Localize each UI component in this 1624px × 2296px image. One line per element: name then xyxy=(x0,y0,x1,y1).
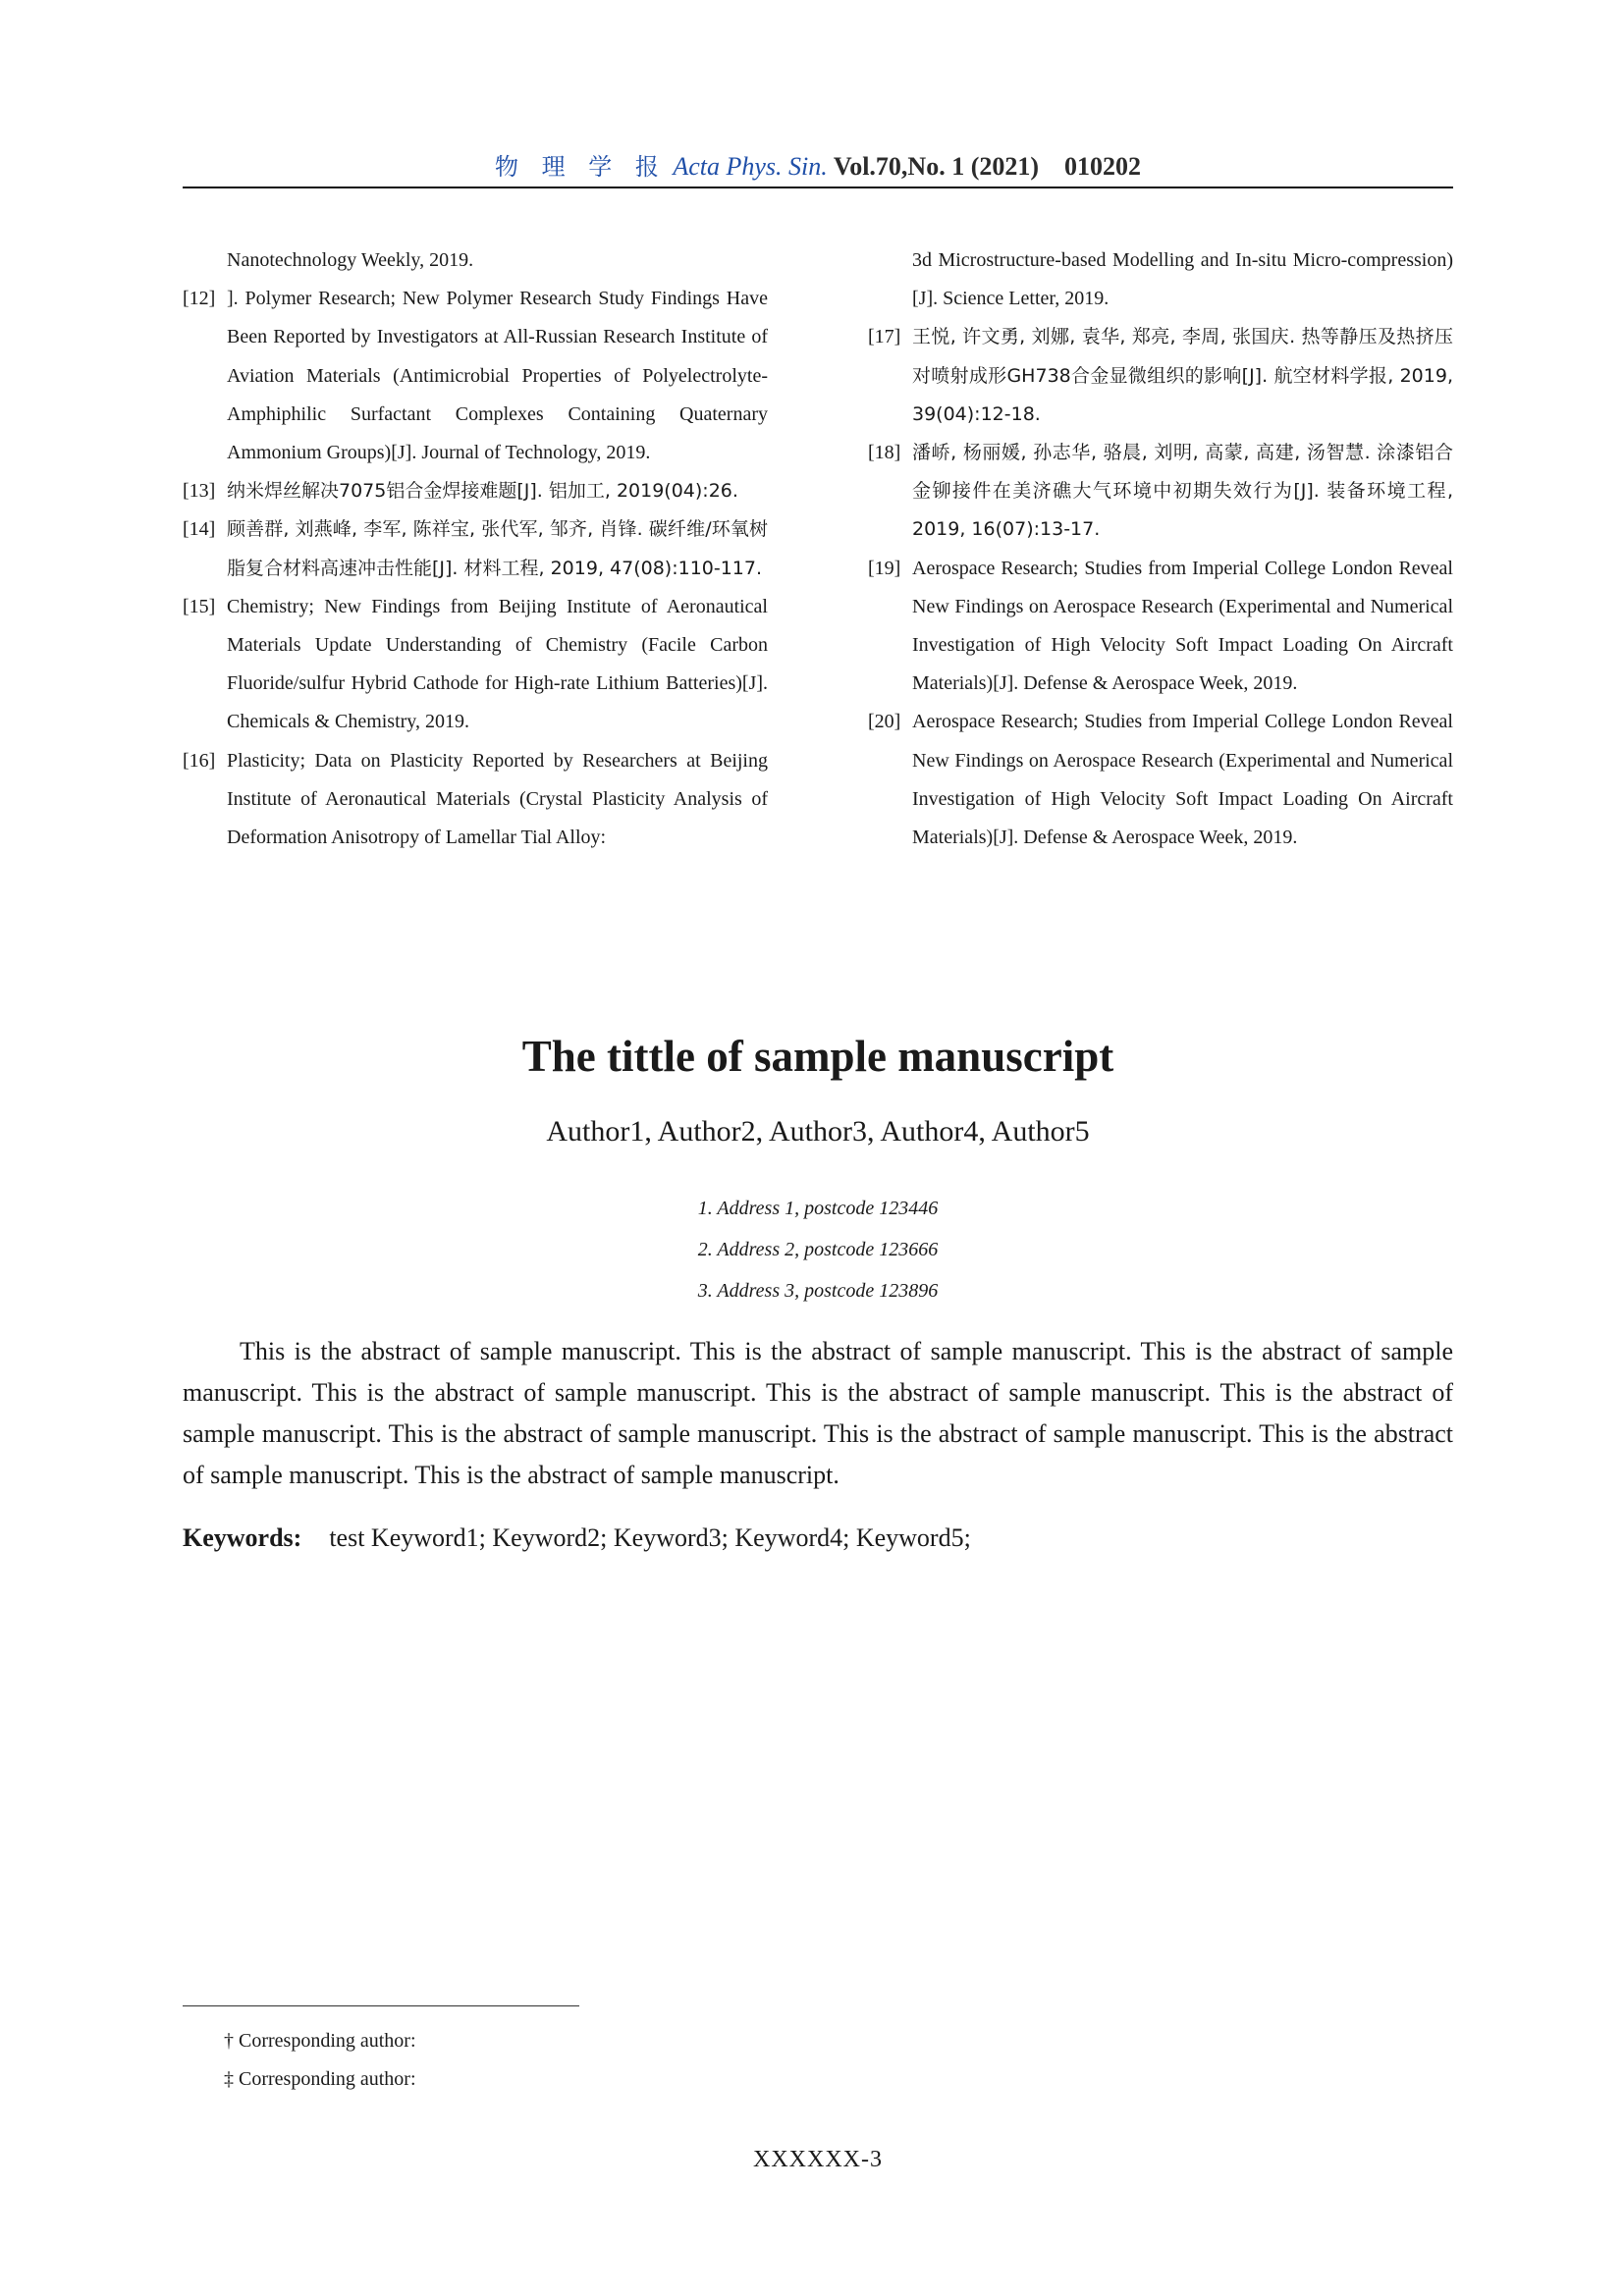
journal-volume: Vol.70,No. 1 (2021) xyxy=(833,152,1040,181)
abstract-text: This is the abstract of sample manuscript. This is the abstract of sample manuscript. This is the abstract of sample manuscript. This is the abstract of sample manuscript. This is the abstract of sample manuscript. This is the abstract of sample manuscript. This is the abstract of sample manuscript. This is the abstract of sample manuscript. This is the abstract of sample manuscript. This is the abstract of sample manuscript. xyxy=(183,1337,1453,1489)
reference-text: Plasticity; Data on Plasticity Reported by Researchers at Beijing Institute of Aeronautical Materials (Crystal Plasticity Analysis of Deformation Anisotropy of Lamellar Tial Alloy: xyxy=(227,749,768,849)
manuscript-title: The tittle of sample manuscript xyxy=(521,1032,1114,1081)
reference-item xyxy=(183,280,768,472)
reference-text: Aerospace Research; Studies from Imperial College London Reveal New Findings on Aerospace Research (Experimental and Numerical Investigation of High Velocity Soft Impact Loading On Aircraft Materials)[J]. Defense & Aerospace Week, 2019. xyxy=(912,711,1453,849)
page-number: XXXXXX-3 xyxy=(753,2147,883,2172)
reference-item xyxy=(183,472,768,510)
reference-text: Nanotechnology Weekly, 2019. xyxy=(227,249,474,271)
reference-number: [19] xyxy=(868,557,901,579)
journal-name-english: Acta Phys. Sin. xyxy=(673,152,828,181)
reference-item xyxy=(868,434,1453,550)
reference-text: 3d Microstructure-based Modelling and In-situ Micro-compression)[J]. Science Letter, 2019. xyxy=(912,249,1453,310)
footnote-rule xyxy=(183,2005,579,2006)
reference-number: [17] xyxy=(868,326,901,348)
author-list: Author1, Author2, Author3, Author4, Author5 xyxy=(546,1115,1090,1148)
reference-number: [15] xyxy=(183,595,216,617)
reference-text: ]. Polymer Research; New Polymer Research Study Findings Have Been Reported by Investigators at All-Russian Research Institute of Aviation Materials (Antimicrobial Properties of Polyelectrolyte-Amphiphilic Surfactant Complexes Containing Quaternary Ammonium Groups)[J]. Journal of Technology, 2019. xyxy=(227,288,768,464)
reference-item xyxy=(868,703,1453,857)
reference-number: [14] xyxy=(183,518,216,541)
reference-item xyxy=(868,318,1453,434)
reference-item xyxy=(183,510,768,587)
keywords-line xyxy=(183,1518,1453,1559)
reference-item xyxy=(868,550,1453,704)
reference-item xyxy=(183,241,768,280)
reference-text: Chemistry; New Findings from Beijing Institute of Aeronautical Materials Update Understanding of Chemistry (Facile Carbon Fluoride/sulfur Hybrid Cathode for High-rate Lithium Batteries)[J]. Chemicals & Chemistry, 2019. xyxy=(227,595,768,733)
reference-item xyxy=(183,742,768,858)
footnote-item: † Corresponding author: xyxy=(224,2030,416,2052)
running-header xyxy=(183,147,1453,187)
reference-number: [13] xyxy=(183,480,216,503)
references-right-column xyxy=(868,241,1453,857)
keywords-list: test Keyword1; Keyword2; Keyword3; Keyword4; Keyword5; xyxy=(329,1523,971,1552)
reference-text: 潘峤, 杨丽媛, 孙志华, 骆晨, 刘明, 高蒙, 高建, 汤智慧. 涂漆铝合金铆接件在美济礁大气环境中初期失效行为[J]. 装备环境工程, 2019, 16(07):13-17. xyxy=(912,442,1453,541)
reference-number: [18] xyxy=(868,442,901,464)
header-rule xyxy=(183,187,1453,188)
affiliation-address: 2. Address 2, postcode 123666 xyxy=(697,1239,939,1260)
reference-number: [16] xyxy=(183,749,216,772)
journal-name-chinese: 物 理 学 报 xyxy=(494,153,667,181)
reference-text: 顾善群, 刘燕峰, 李军, 陈祥宝, 张代军, 邹齐, 肖锋. 碳纤维/环氧树脂复合材料高速冲击性能[J]. 材料工程, 2019, 47(08):110-117. xyxy=(227,518,768,579)
reference-number: [20] xyxy=(868,711,901,733)
reference-number: [12] xyxy=(183,288,216,310)
references-left-column xyxy=(183,241,768,857)
footnote-item: ‡ Corresponding author: xyxy=(224,2068,416,2090)
footnotes xyxy=(224,2022,416,2099)
affiliation-list xyxy=(183,1188,1453,1311)
keywords-label: Keywords: xyxy=(183,1523,302,1552)
reference-text: Aerospace Research; Studies from Imperial College London Reveal New Findings on Aerospace Research (Experimental and Numerical Investigation of High Velocity Soft Impact Loading On Aircraft Materials)[J]. Defense & Aerospace Week, 2019. xyxy=(912,557,1453,695)
affiliation-address: 1. Address 1, postcode 123446 xyxy=(697,1198,939,1219)
affiliation-address: 3. Address 3, postcode 123896 xyxy=(697,1280,939,1302)
reference-item xyxy=(183,588,768,742)
article-id: 010202 xyxy=(1064,152,1142,181)
reference-text: 纳米焊丝解决7075铝合金焊接难题[J]. 铝加工, 2019(04):26. xyxy=(227,480,738,503)
reference-item xyxy=(868,241,1453,318)
reference-text: 王悦, 许文勇, 刘娜, 袁华, 郑亮, 李周, 张国庆. 热等静压及热挤压对喷射成形GH738合金显微组织的影响[J]. 航空材料学报, 2019, 39(04):12-18. xyxy=(912,326,1453,425)
